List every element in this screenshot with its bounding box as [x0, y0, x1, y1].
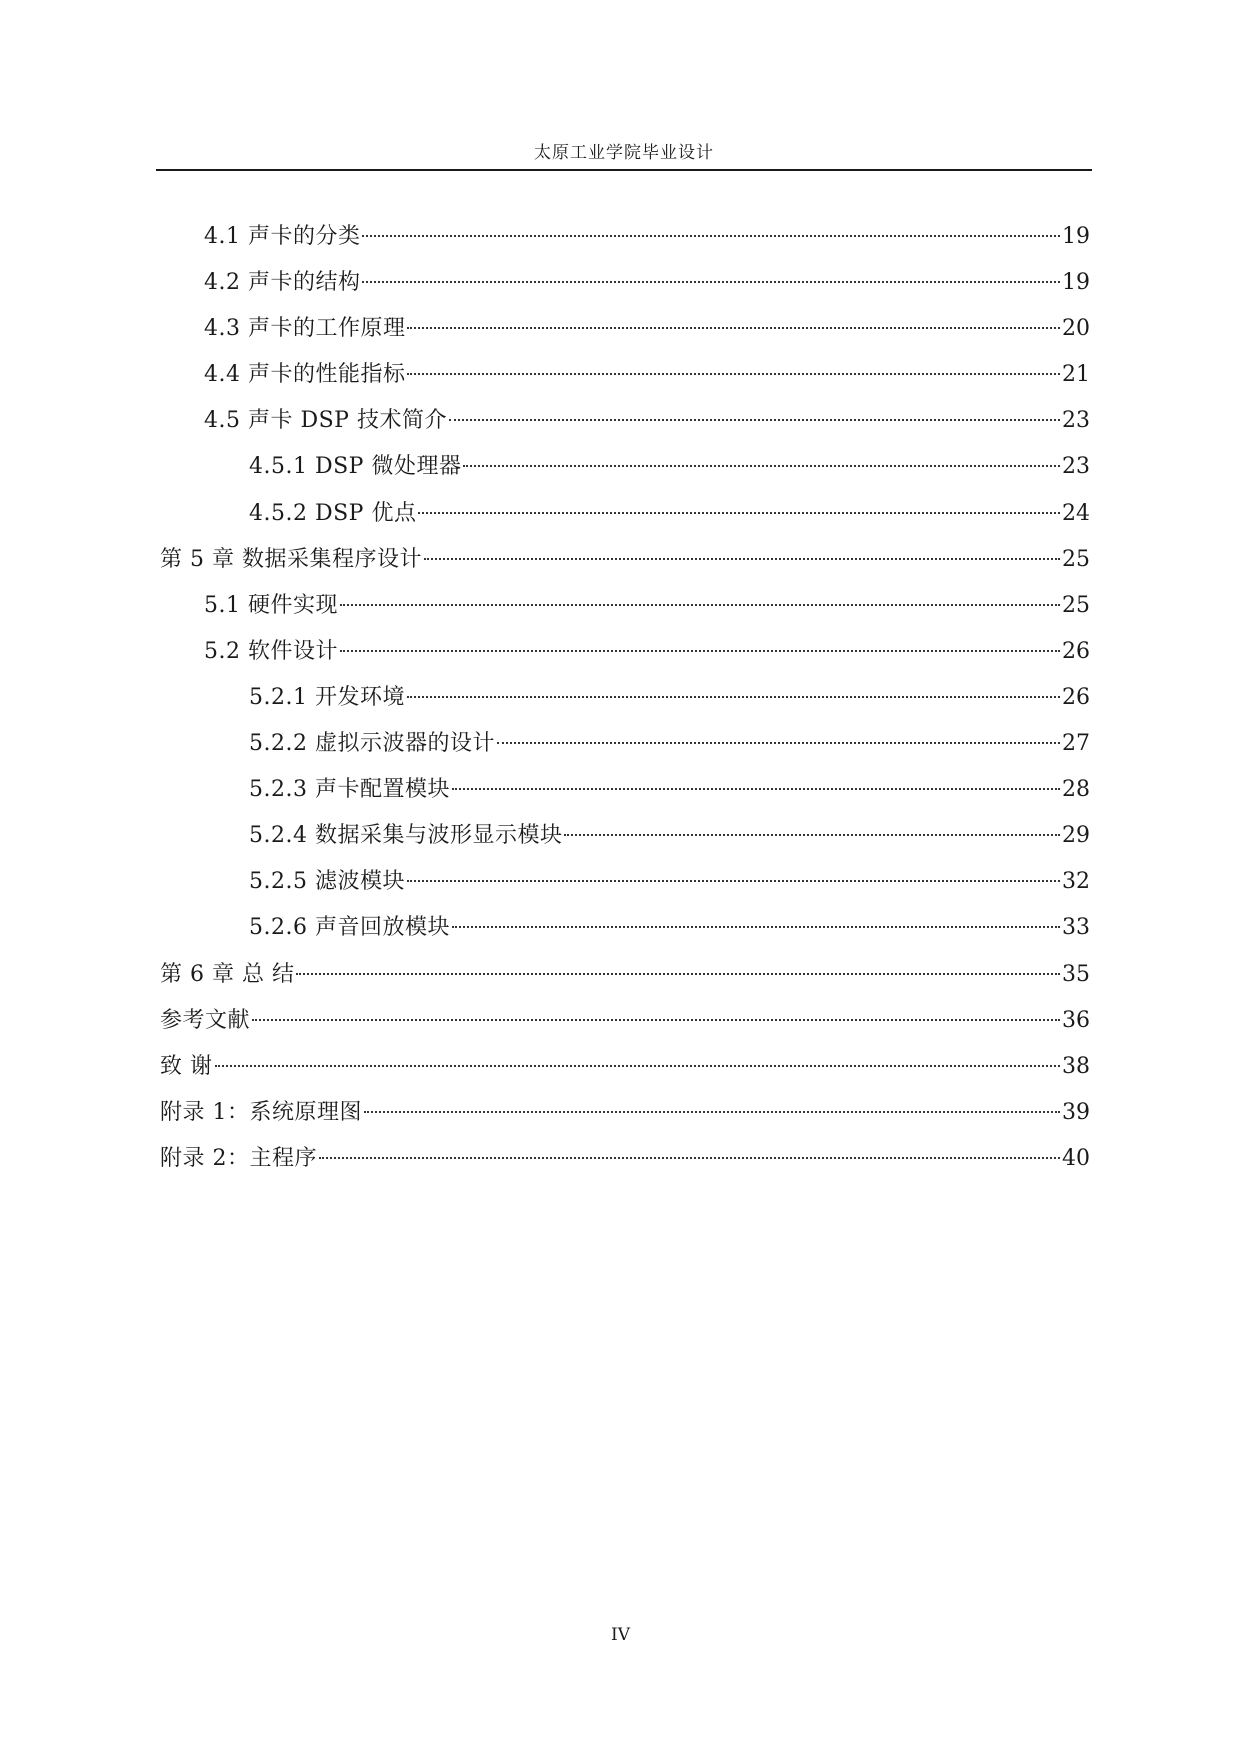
toc-entry[interactable] — [160, 675, 1090, 721]
toc-entry[interactable] — [160, 444, 1090, 490]
toc-entry-title: 4.2 声卡的结构 — [204, 270, 361, 296]
toc-entry-title: 致 谢 — [160, 1053, 213, 1079]
toc-entry-title: 5.2 软件设计 — [204, 638, 338, 664]
toc-entry[interactable] — [160, 813, 1090, 859]
toc-entry-title: 4.5.2 DSP 优点 — [249, 500, 417, 526]
toc-entry[interactable] — [160, 260, 1090, 306]
toc-entry-page: 24 — [1062, 500, 1090, 526]
toc-leader-dots — [362, 235, 1060, 237]
toc-entry[interactable] — [160, 398, 1090, 444]
toc-entry[interactable] — [160, 214, 1090, 260]
toc-entry-page: 33 — [1062, 915, 1090, 941]
toc-entry-title: 参考文献 — [160, 1007, 251, 1033]
toc-entry[interactable] — [160, 306, 1090, 352]
toc-leader-dots — [296, 973, 1060, 975]
toc-leader-dots — [407, 373, 1060, 375]
toc-entry-page: 25 — [1062, 592, 1090, 618]
toc-leader-dots — [340, 650, 1060, 652]
toc-entry-page: 23 — [1062, 408, 1090, 434]
toc-leader-dots — [407, 696, 1060, 698]
page-header: 太原工业学院毕业设计 — [534, 143, 714, 163]
toc-leader-dots — [252, 1019, 1060, 1021]
toc-entry-page: 25 — [1062, 546, 1090, 572]
toc-entry[interactable] — [160, 998, 1090, 1044]
toc-entry[interactable] — [160, 905, 1090, 951]
toc-leader-dots — [407, 880, 1060, 882]
toc-leader-dots — [362, 281, 1060, 283]
toc-entry[interactable] — [160, 491, 1090, 537]
toc-entry-page: 21 — [1062, 362, 1090, 388]
toc-entry-title: 4.5.1 DSP 微处理器 — [249, 454, 462, 480]
toc-entry-page: 26 — [1062, 638, 1090, 664]
toc-leader-dots — [497, 742, 1060, 744]
toc-leader-dots — [452, 926, 1060, 928]
toc-entry[interactable] — [160, 629, 1090, 675]
toc-entry-title: 5.2.4 数据采集与波形显示模块 — [249, 823, 563, 849]
toc-entry-title: 5.2.1 开发环境 — [249, 684, 405, 710]
toc-entry-page: 29 — [1062, 823, 1090, 849]
toc-entry-title: 4.1 声卡的分类 — [204, 224, 361, 249]
toc-entry-page: 20 — [1062, 316, 1090, 342]
toc-entry-page: 23 — [1062, 454, 1090, 480]
toc-leader-dots — [564, 834, 1060, 836]
toc-entry-title: 5.2.5 滤波模块 — [249, 869, 405, 895]
toc-leader-dots — [452, 788, 1060, 790]
toc-entry-page: 26 — [1062, 684, 1090, 710]
toc-entry-page: 19 — [1062, 224, 1090, 249]
toc-entry[interactable] — [160, 859, 1090, 905]
toc-entry[interactable] — [160, 952, 1090, 998]
toc-entry[interactable] — [160, 767, 1090, 813]
toc-entry-title: 5.2.3 声卡配置模块 — [249, 777, 450, 803]
toc-entry-title: 4.5 声卡 DSP 技术简介 — [204, 408, 447, 434]
toc-entry-page: 19 — [1062, 270, 1090, 296]
toc-entry-title: 5.1 硬件实现 — [204, 592, 338, 618]
toc-entry-title: 附录 2：主程序 — [160, 1145, 317, 1171]
toc-entry-page: 35 — [1062, 961, 1090, 987]
toc-entry[interactable] — [160, 1136, 1090, 1182]
toc-entry-page: 28 — [1062, 777, 1090, 803]
toc-leader-dots — [407, 327, 1060, 329]
toc-entry-page: 36 — [1062, 1007, 1090, 1033]
toc-entry[interactable] — [160, 537, 1090, 583]
toc-entry-title: 4.4 声卡的性能指标 — [204, 362, 406, 388]
toc-entry-title: 5.2.6 声音回放模块 — [249, 915, 450, 941]
toc-entry[interactable] — [160, 583, 1090, 629]
toc-entry[interactable] — [160, 352, 1090, 398]
toc-leader-dots — [340, 604, 1060, 606]
toc-entry[interactable] — [160, 1090, 1090, 1136]
toc-leader-dots — [215, 1065, 1061, 1067]
toc-entry-title: 5.2.2 虚拟示波器的设计 — [249, 731, 495, 757]
toc-entry-title: 附录 1：系统原理图 — [160, 1099, 362, 1125]
header-rule — [156, 169, 1092, 171]
toc-leader-dots — [418, 512, 1060, 514]
page-number: IV — [611, 1625, 630, 1645]
toc-leader-dots — [463, 465, 1060, 467]
toc-leader-dots — [319, 1157, 1060, 1159]
table-of-contents — [160, 214, 1090, 1182]
toc-leader-dots — [424, 558, 1060, 560]
toc-entry[interactable] — [160, 721, 1090, 767]
toc-leader-dots — [364, 1111, 1060, 1113]
toc-entry-page: 38 — [1062, 1053, 1090, 1079]
toc-entry-title: 4.3 声卡的工作原理 — [204, 316, 406, 342]
toc-entry-page: 39 — [1062, 1099, 1090, 1125]
toc-leader-dots — [449, 419, 1060, 421]
toc-entry-page: 40 — [1062, 1145, 1090, 1171]
toc-entry-page: 32 — [1062, 869, 1090, 895]
toc-entry[interactable] — [160, 1044, 1090, 1090]
toc-entry-title: 第 6 章 总 结 — [160, 961, 295, 987]
toc-entry-page: 27 — [1062, 731, 1090, 757]
toc-entry-title: 第 5 章 数据采集程序设计 — [160, 546, 422, 572]
